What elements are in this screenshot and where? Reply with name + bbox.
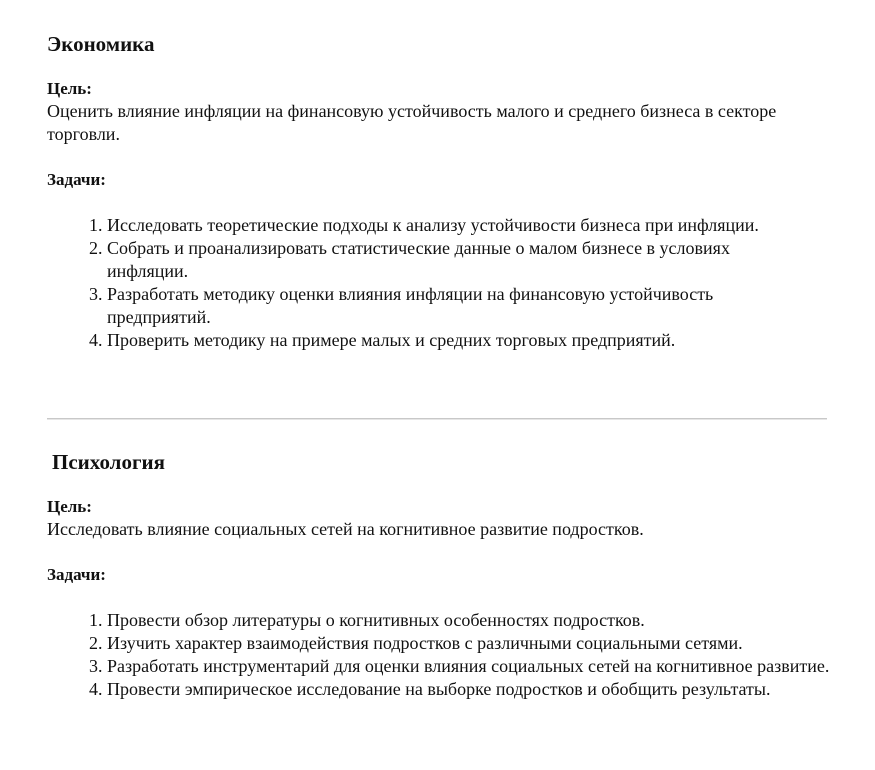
- task-item: 4. Провести эмпирическое исследование на выборке подростков и обобщить результаты.: [107, 678, 837, 701]
- tasks-label: Задачи:: [47, 565, 106, 584]
- section-economics: [47, 31, 837, 352]
- task-item: 1. Провести обзор литературы о когнитивных особенностях подростков.: [107, 609, 837, 632]
- tasks-list: [47, 609, 837, 701]
- section-psychology: [47, 449, 837, 701]
- goal-label: Цель:: [47, 497, 92, 516]
- task-item: 2. Собрать и проанализировать статистические данные о малом бизнесе в условиях инфляции.: [107, 237, 807, 283]
- task-item: 3. Разработать инструментарий для оценки влияния социальных сетей на когнитивное развитие.: [107, 655, 837, 678]
- task-item: 4. Проверить методику на примере малых и средних торговых предприятий.: [107, 329, 807, 352]
- goal-label: Цель:: [47, 79, 92, 98]
- goal-text: Исследовать влияние социальных сетей на когнитивное развитие подростков.: [47, 519, 644, 539]
- tasks-list: [47, 214, 807, 352]
- section-title: Психология: [52, 450, 165, 474]
- task-item: 3. Разработать методику оценки влияния инфляции на финансовую устойчивость предприятий.: [107, 283, 807, 329]
- section-divider: [47, 418, 827, 420]
- task-item: 2. Изучить характер взаимодействия подростков с различными социальными сетями.: [107, 632, 837, 655]
- tasks-label: Задачи:: [47, 170, 106, 189]
- task-item: 1. Исследовать теоретические подходы к анализу устойчивости бизнеса при инфляции.: [107, 214, 807, 237]
- section-title: Экономика: [47, 32, 155, 56]
- goal-text: Оценить влияние инфляции на финансовую устойчивость малого и среднего бизнеса в секторе торговли.: [47, 101, 777, 144]
